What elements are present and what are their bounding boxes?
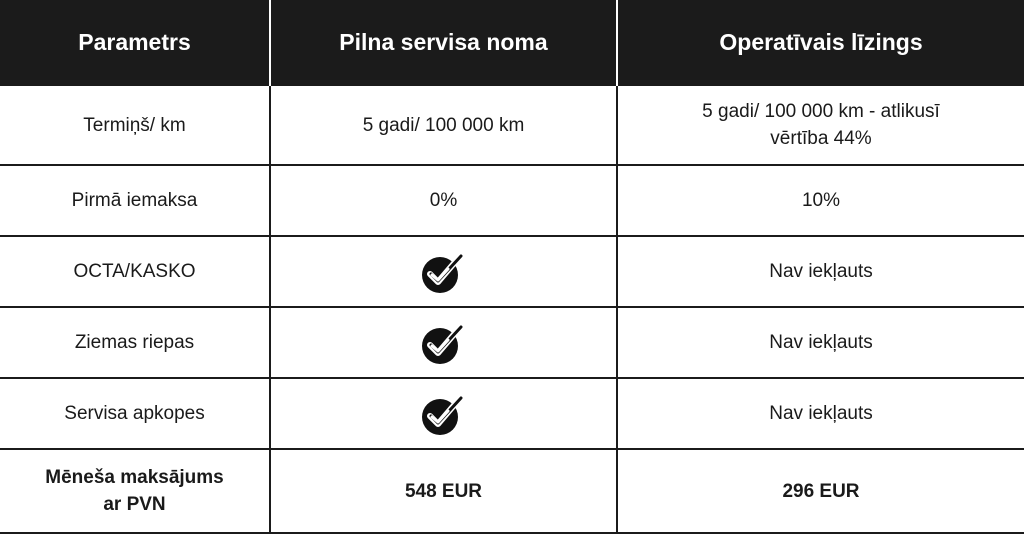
operative-cell: 296 EUR [617,449,1024,533]
param-cell: Ziemas riepas [0,307,270,378]
checkmark-icon [421,391,467,437]
full-service-cell: 5 gadi/ 100 000 km [270,85,617,165]
table-row [0,307,1024,378]
param-cell-line-1: Mēneša maksājums [45,467,224,488]
operative-cell: Nav iekļauts [617,378,1024,449]
table-row [0,85,1024,165]
checkmark-icon [421,320,467,366]
param-cell: Servisa apkopes [0,378,270,449]
operative-cell [617,85,1024,165]
full-service-cell: 0% [270,165,617,236]
header-operativais-lizings: Operatīvais līzings [617,0,1024,85]
table-row [0,165,1024,236]
operative-cell-line-2: vērtība 44% [770,128,872,149]
param-cell [0,449,270,533]
full-service-cell [270,307,617,378]
header-row [0,0,1024,85]
full-service-cell [270,236,617,307]
table-row-total [0,449,1024,533]
header-pilna-servisa-noma: Pilna servisa noma [270,0,617,85]
param-cell: Pirmā iemaksa [0,165,270,236]
table-row [0,378,1024,449]
operative-cell-line-1: 5 gadi/ 100 000 km - atlikusī [702,101,940,122]
param-cell: Termiņš/ km [0,85,270,165]
header-parametrs: Parametrs [0,0,270,85]
operative-cell: 10% [617,165,1024,236]
full-service-cell: 548 EUR [270,449,617,533]
param-cell: OCTA/KASKO [0,236,270,307]
full-service-cell [270,378,617,449]
param-cell-line-2: ar PVN [103,494,166,515]
operative-cell: Nav iekļauts [617,236,1024,307]
checkmark-icon [421,249,467,295]
table-row [0,236,1024,307]
operative-cell: Nav iekļauts [617,307,1024,378]
